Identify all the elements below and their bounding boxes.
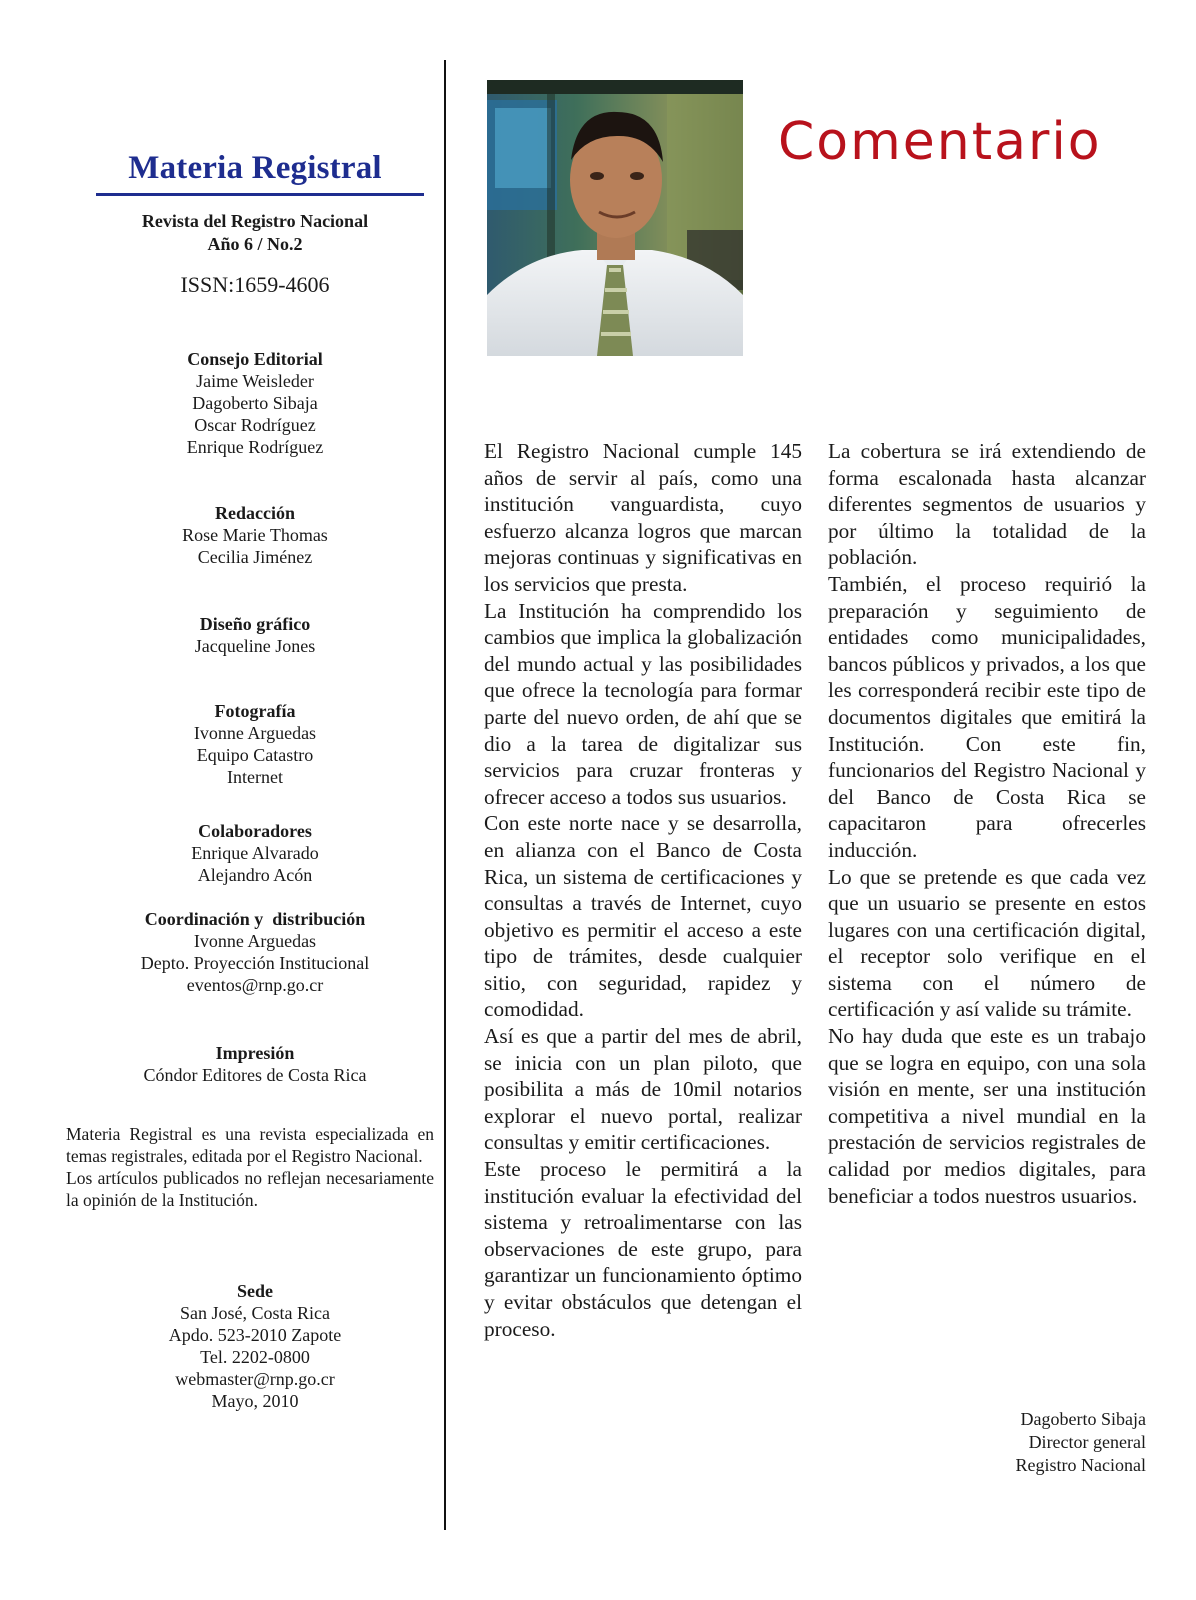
magazine-title: Materia Registral: [128, 150, 382, 186]
credit-name: Jaime Weisleder: [196, 371, 314, 391]
credit-heading: Redacción: [215, 503, 295, 523]
disclaimer-paragraph: Los artículos publicados no reflejan necesariamente la opinión de la Institución.: [66, 1168, 434, 1210]
credit-coordinacion: [60, 908, 440, 996]
credit-impresion: [60, 1042, 440, 1086]
signature-name: Dagoberto Sibaja: [1020, 1409, 1146, 1429]
credit-name: Internet: [227, 767, 283, 787]
sede-line: San José, Costa Rica: [180, 1303, 330, 1323]
signature-institution: Registro Nacional: [1015, 1455, 1146, 1475]
article-column-1: [484, 438, 802, 1342]
credit-name: Enrique Alvarado: [191, 843, 319, 863]
article-column-2: [828, 438, 1146, 1209]
portrait-illustration: [487, 80, 743, 356]
credit-name: Alejandro Acón: [197, 865, 313, 885]
issn: ISSN:1659-4606: [180, 272, 330, 297]
title-underline: [96, 193, 424, 196]
credit-name: Enrique Rodríguez: [186, 437, 324, 457]
disclaimer-paragraph: Materia Registral es una revista especializada en temas registrales, editada por el Registro Nacional.: [66, 1124, 434, 1166]
author-photo: [487, 80, 743, 356]
disclaimer: [66, 1123, 434, 1211]
credit-heading: Coordinación y distribución: [144, 909, 366, 929]
article-paragraph: Lo que se pretende es que cada vez que un usuario se presente en estos lugares con una certificación digital, el receptor solo verifique en el sistema con el número de certificación y así valide su trámite.: [828, 864, 1146, 1022]
article-paragraph: La cobertura se irá extendiendo de forma escalonada hasta alcanzar diferentes segmentos de usuarios y por último la totalidad de la población.: [828, 439, 1146, 570]
article-paragraph: La Institución ha comprendido los cambios que implica la globalización del mundo actual y las posibilidades que ofrece la tecnología para formar parte del nuevo orden, de ahí que se dio a la tarea de digitalizar sus servicios para cruzar fronteras y ofrecer acceso a todos sus usuarios.: [484, 598, 802, 809]
subtitle-line-1: Revista del Registro Nacional: [141, 211, 369, 231]
credit-name: Depto. Proyección Institucional: [140, 953, 370, 973]
credit-heading: Consejo Editorial: [187, 349, 323, 369]
credit-sede: [60, 1280, 440, 1412]
credit-name: Ivonne Arguedas: [193, 931, 317, 951]
credit-heading: Impresión: [215, 1043, 295, 1063]
article-paragraph: Así es que a partir del mes de abril, se inicia con un plan piloto, que posibilita a más de 10mil notarios explorar el nuevo portal, realizar consultas y emitir certificaciones.: [484, 1024, 802, 1155]
credit-heading: Diseño gráfico: [199, 614, 311, 634]
article-paragraph: No hay duda que este es un trabajo que se logra en equipo, con una sola visión en mente, ser una institución competitiva a nivel mundial en la prestación de servicios registrales de calidad por medios digitales, para beneficiar a todos nuestros usuarios.: [828, 1024, 1146, 1208]
credit-redaccion: [60, 502, 440, 568]
column-divider: [444, 60, 446, 1530]
sede-line: Apdo. 523-2010 Zapote: [168, 1325, 342, 1345]
article-paragraph: Con este norte nace y se desarrolla, en alianza con el Banco de Costa Rica, un sistema de certificaciones y consultas a través de Internet, cuyo objetivo es permitir el acceso a este tipo de trámites, desde cualquier sitio, con seguridad, rapidez y comodidad.: [484, 811, 802, 1022]
masthead-sidebar: [60, 150, 440, 1411]
credit-name: Dagoberto Sibaja: [192, 393, 318, 413]
credit-colaboradores: [60, 820, 440, 886]
sede-line: Tel. 2202-0800: [200, 1347, 310, 1367]
credit-name: Jacqueline Jones: [194, 636, 316, 656]
signature-block: [1016, 1408, 1146, 1477]
sede-email: webmaster@rnp.go.cr: [175, 1369, 335, 1389]
sede-date: Mayo, 2010: [211, 1391, 299, 1411]
article-paragraph: Este proceso le permitirá a la institución evaluar la efectividad del sistema y retroalimentarse con las observaciones de este grupo, para garantizar un funcionamiento óptimo y evitar obstáculos que detengan el proceso.: [484, 1157, 802, 1341]
signature-role: Director general: [1028, 1432, 1146, 1452]
credit-diseno-grafico: [60, 613, 440, 657]
magazine-subtitle: [60, 210, 440, 256]
article-paragraph: El Registro Nacional cumple 145 años de servir al país, como una institución vanguardista, cuyo esfuerzo alcanza logros que marcan mejoras continuas y significativas en los servicios que presta.: [484, 439, 802, 596]
credit-consejo-editorial: [60, 348, 440, 458]
subtitle-line-2: Año 6 / No.2: [207, 234, 303, 254]
credit-name: Ivonne Arguedas: [193, 723, 317, 743]
credit-name: Oscar Rodríguez: [194, 415, 316, 435]
credit-name: Equipo Catastro: [196, 745, 314, 765]
credit-fotografia: [60, 700, 440, 788]
credit-name: Rose Marie Thomas: [182, 525, 328, 545]
credit-heading: Fotografía: [214, 701, 296, 721]
credit-name: Cecilia Jiménez: [197, 547, 313, 567]
credit-name: Cóndor Editores de Costa Rica: [143, 1065, 367, 1085]
credit-email: eventos@rnp.go.cr: [186, 975, 324, 995]
article-paragraph: También, el proceso requirió la preparación y seguimiento de entidades como municipalidades, bancos públicos y privados, a los que les corresponderá recibir este tipo de documentos digitales que emitirá la Institución. Con este fin, funcionarios del Registro Nacional y del Banco de Costa Rica se capacitaron para ofrecerles inducción.: [828, 571, 1146, 862]
credit-heading: Sede: [237, 1281, 273, 1301]
section-title: Comentario: [778, 112, 1102, 172]
credit-heading: Colaboradores: [198, 821, 312, 841]
